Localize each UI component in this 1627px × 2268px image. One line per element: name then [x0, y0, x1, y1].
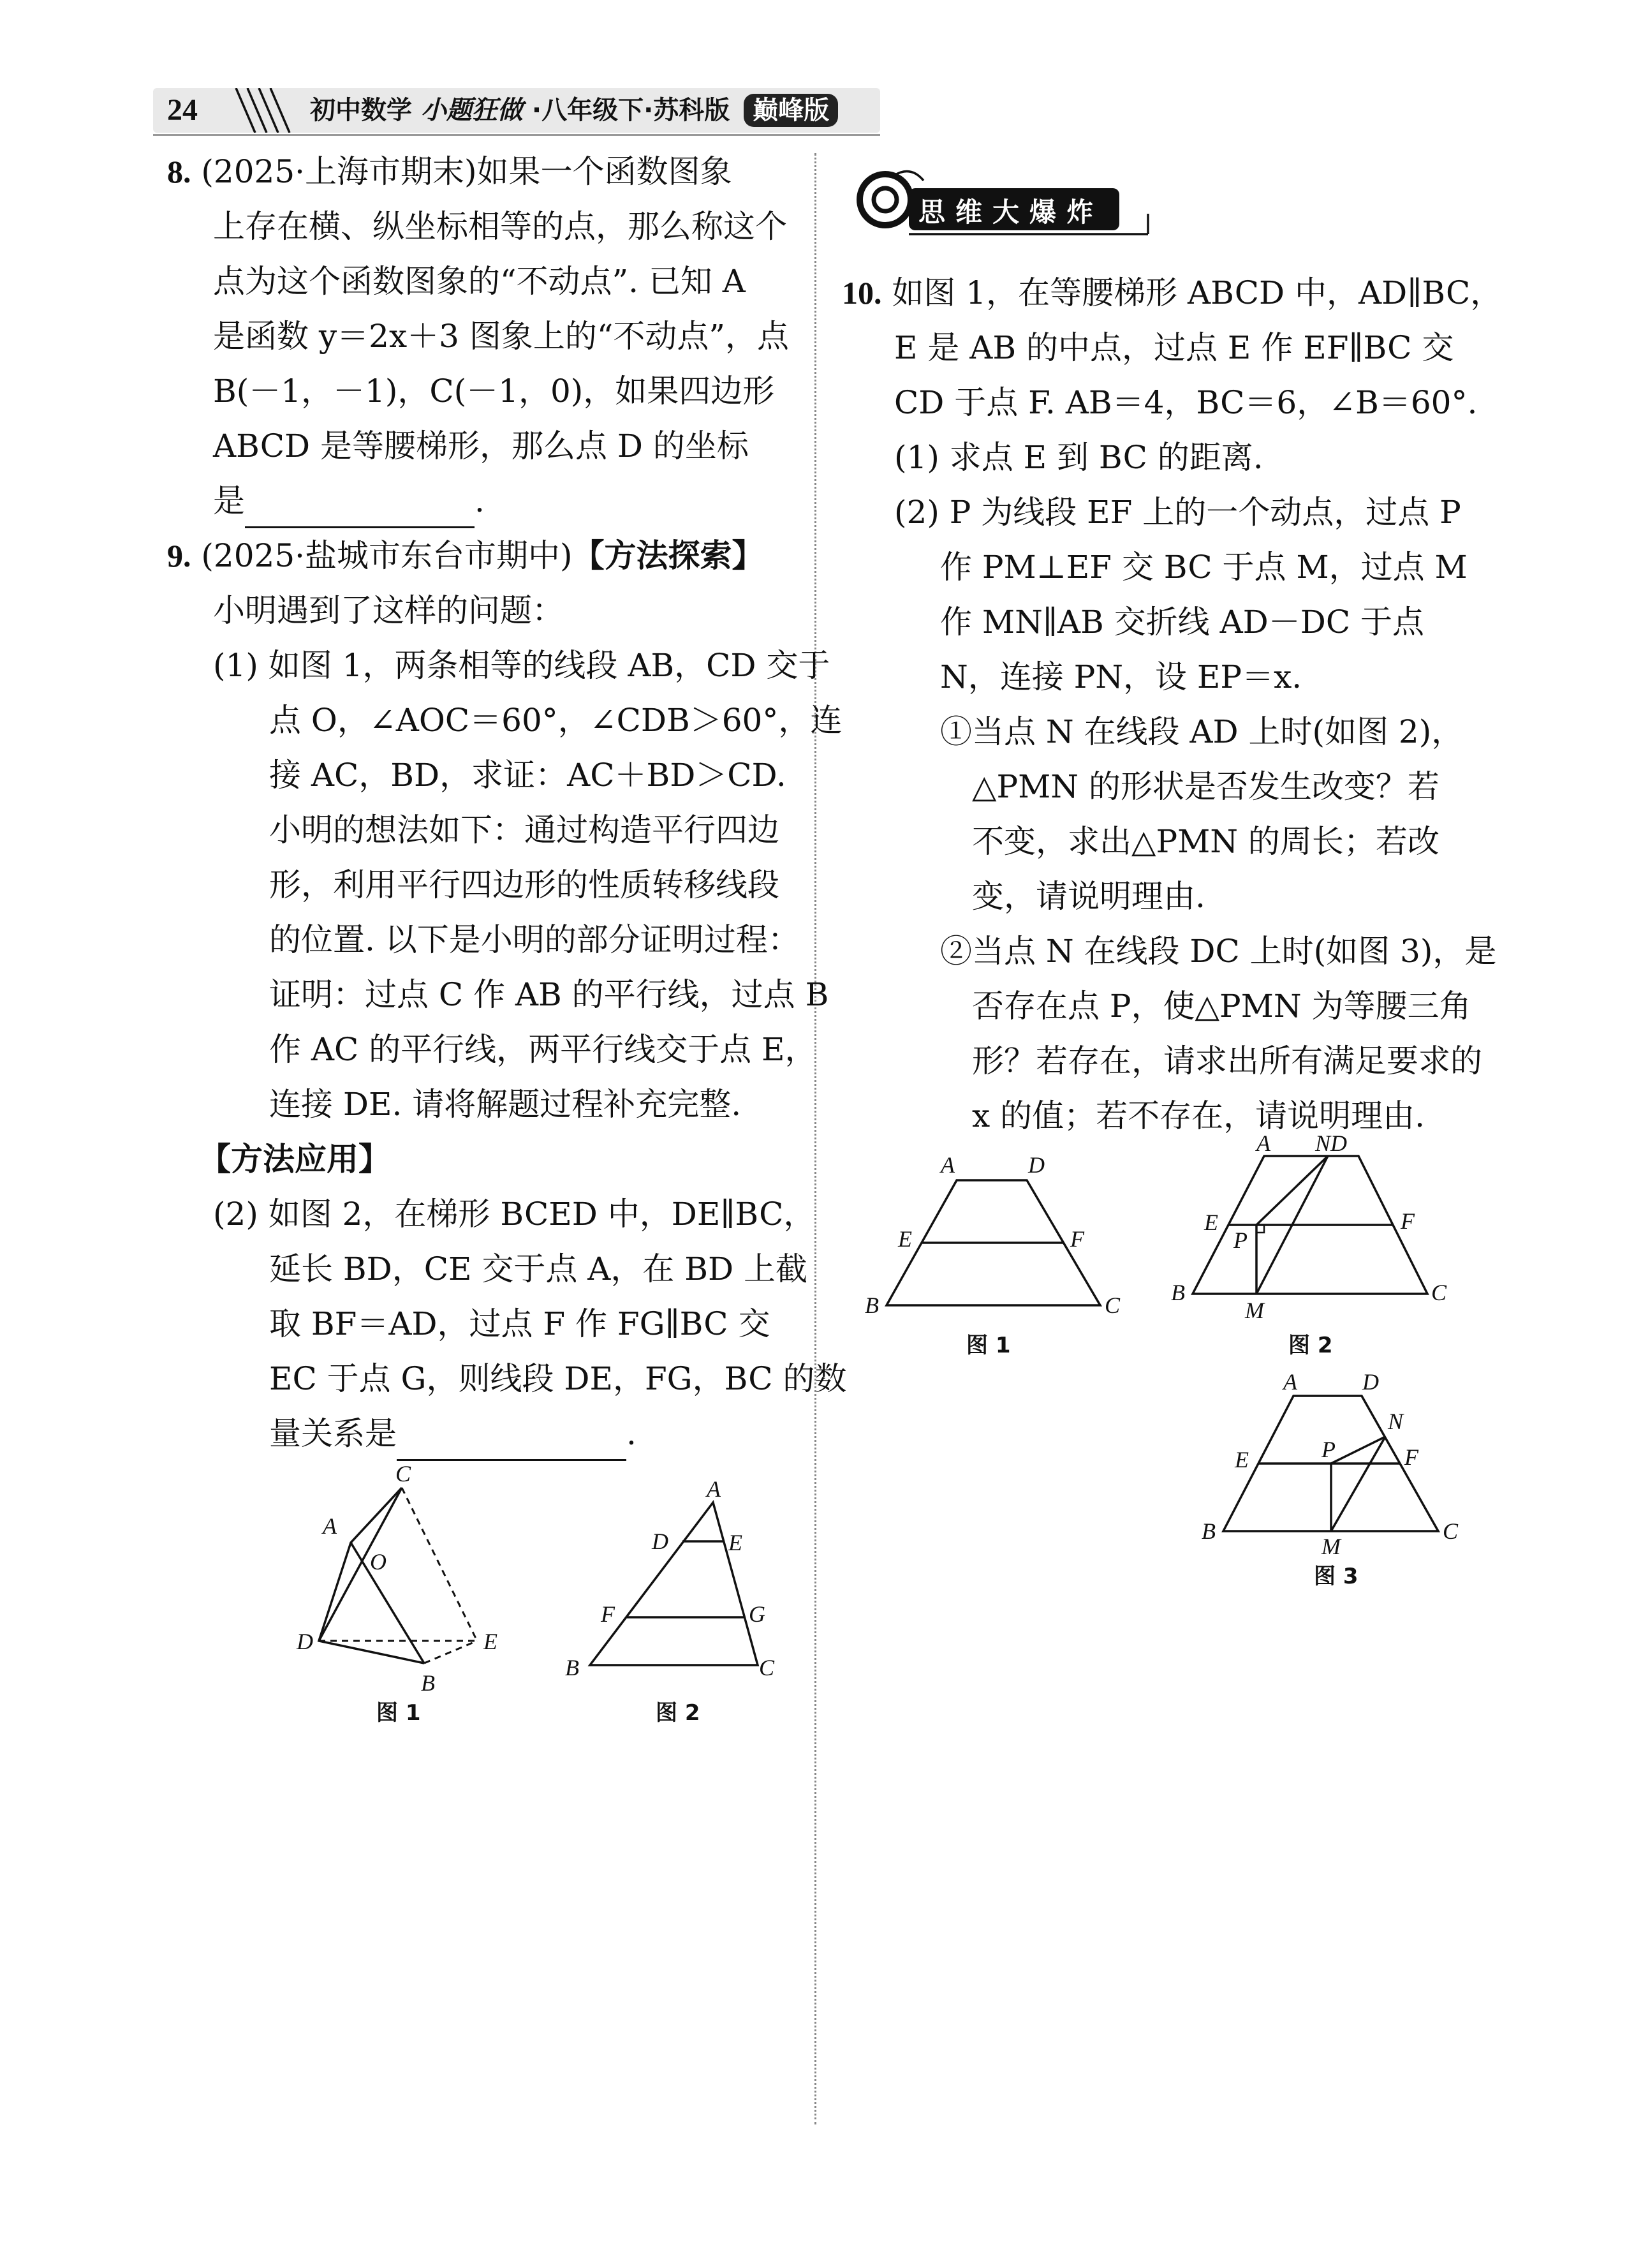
- q9-answer-suffix: .: [626, 1415, 637, 1452]
- q9-tag-apply: 【方法应用】: [199, 1141, 390, 1178]
- question-9: [167, 528, 846, 1461]
- q8-answer-prefix: 是: [213, 482, 245, 519]
- q9-line: EC 于点 G，则线段 DE，FG，BC 的数: [269, 1360, 847, 1397]
- edition-badge: 巅峰版: [744, 94, 838, 127]
- q8-number: 8.: [167, 154, 191, 189]
- point-label: B: [421, 1670, 435, 1696]
- figure-caption: 图 2: [1288, 1333, 1333, 1358]
- q9-line: 形，利用平行四边形的性质转移线段: [269, 866, 779, 903]
- q10-line: E 是 AB 的中点，过点 E 作 EF∥BC 交: [894, 329, 1454, 366]
- q9-source: (2025·盐城市东台市期中): [201, 537, 573, 574]
- fig-segment-pn: [1256, 1156, 1328, 1225]
- point-label: E: [728, 1530, 742, 1555]
- point-label: D: [297, 1629, 313, 1654]
- brand-logo: 小题狂做: [420, 96, 523, 125]
- q9-tag-explore: 【方法探索】: [572, 537, 764, 574]
- q10-line: 不变，求出△PMN 的周长；若改: [972, 823, 1439, 860]
- point-label: A: [323, 1513, 337, 1539]
- point-label: N: [1388, 1409, 1404, 1434]
- q10-figure-3: [1199, 1365, 1473, 1608]
- q8-line: 点为这个函数图象的“不动点”. 已知 A: [213, 263, 746, 300]
- point-label: D: [652, 1529, 668, 1554]
- point-label: A: [707, 1480, 721, 1502]
- q9-line: (2) 如图 2，在梯形 BCED 中，DE∥BC，: [213, 1196, 816, 1233]
- point-label: C: [1105, 1293, 1121, 1318]
- q8-line: ABCD 是等腰梯形，那么点 D 的坐标: [213, 427, 749, 464]
- q10-figure-1: [855, 1142, 1142, 1372]
- q10-line: △PMN 的形状是否发生改变？若: [972, 768, 1439, 805]
- point-label: A: [1283, 1369, 1297, 1395]
- point-label: A: [941, 1152, 955, 1178]
- q9-line: 小明的想法如下：通过构造平行四边: [269, 812, 779, 849]
- q10-line: 作 PM⊥EF 交 BC 于点 M，过点 M: [940, 549, 1468, 586]
- q9-line: 作 AC 的平行线，两平行线交于点 E，: [269, 1031, 817, 1068]
- q10-line: 否存在点 P，使△PMN 为等腰三角: [972, 988, 1471, 1025]
- point-label: C: [395, 1461, 411, 1486]
- point-label: E: [483, 1629, 497, 1654]
- question-10: [842, 265, 1502, 1143]
- q10-line: 作 MN∥AB 交折线 AD－DC 于点: [940, 604, 1425, 641]
- q10-line: [842, 265, 1502, 320]
- q8-line: B(－1，－1)，C(－1，0)，如果四边形: [213, 373, 775, 410]
- title-prefix: 初中数学: [310, 96, 412, 125]
- q9-answer-prefix: 量关系是: [269, 1415, 397, 1452]
- header-rule: [153, 134, 880, 136]
- q10-line: 变，请说明理由.: [972, 878, 1205, 915]
- q9-figure-1: [281, 1448, 523, 1735]
- q8-answer-suffix: .: [475, 482, 485, 519]
- point-label: D: [1028, 1152, 1045, 1178]
- question-8: [167, 144, 789, 528]
- point-label: B: [1171, 1280, 1185, 1305]
- q8-line: [167, 144, 789, 199]
- q10-line: ①当点 N 在线段 AD 上时(如图 2)，: [940, 713, 1464, 750]
- point-label: C: [1431, 1280, 1447, 1305]
- book-title: [310, 88, 838, 133]
- point-label: P: [1321, 1437, 1336, 1462]
- point-label: A: [1256, 1130, 1270, 1156]
- header-stripes: [230, 88, 300, 133]
- fig-dashed-ce: [402, 1488, 477, 1641]
- q9-line: 连接 DE. 请将解题过程补充完整.: [269, 1086, 742, 1123]
- q10-line: (2) P 为线段 EF 上的一个动点，过点 P: [894, 494, 1461, 531]
- figure-caption: 图 1: [966, 1333, 1011, 1358]
- page-number: 24: [167, 93, 198, 127]
- q9-line: 接 AC，BD，求证：AC＋BD＞CD.: [269, 757, 786, 794]
- point-label: O: [370, 1549, 387, 1575]
- q10-text: 如图 1，在等腰梯形 ABCD 中，AD∥BC，: [892, 274, 1503, 311]
- figure-caption: 图 1: [376, 1700, 421, 1726]
- point-label: F: [1404, 1444, 1418, 1470]
- point-label: F: [601, 1601, 615, 1627]
- q10-figure-2: [1167, 1129, 1473, 1372]
- q10-line: N，连接 PN，设 EP＝x.: [940, 658, 1302, 695]
- q10-line: (1) 求点 E 到 BC 的距离.: [894, 439, 1263, 476]
- point-label: ND: [1315, 1130, 1348, 1156]
- point-label: F: [1070, 1226, 1084, 1252]
- q9-line: 取 BF＝AD，过点 F 作 FG∥BC 交: [269, 1305, 770, 1342]
- right-angle-mark: [1256, 1225, 1264, 1233]
- banner-title: 思维大爆炸: [918, 196, 1104, 228]
- fig-segment-cd: [319, 1488, 402, 1641]
- q10-line: 形？若存在，请求出所有满足要求的: [972, 1042, 1482, 1079]
- q9-line: 点 O，∠AOC＝60°，∠CDB＞60°，连: [269, 702, 843, 739]
- point-label: B: [1202, 1518, 1216, 1544]
- point-label: M: [1321, 1534, 1341, 1559]
- q9-line: (1) 如图 1，两条相等的线段 AB，CD 交于: [213, 647, 830, 684]
- q8-text: (2025·上海市期末)如果一个函数图象: [201, 153, 732, 190]
- point-label: F: [1401, 1208, 1415, 1234]
- point-label: B: [865, 1293, 879, 1318]
- figure-caption: 图 3: [1314, 1564, 1358, 1589]
- point-label: B: [565, 1655, 579, 1680]
- fig-dashed-be: [424, 1641, 477, 1663]
- q8-answer-line: [213, 473, 789, 528]
- q9-line: 延长 BD，CE 交于点 A，在 BD 上截: [269, 1250, 807, 1287]
- point-label: E: [1204, 1210, 1218, 1235]
- point-label: M: [1245, 1298, 1264, 1323]
- q8-line: 是函数 y＝2x＋3 图象上的“不动点”，点: [213, 318, 789, 355]
- swirl-icon: [860, 174, 911, 225]
- q10-line: x 的值；若不存在，请说明理由.: [972, 1097, 1425, 1134]
- point-label: G: [749, 1601, 765, 1627]
- point-label: C: [759, 1655, 775, 1680]
- figure-caption: 图 2: [656, 1700, 700, 1726]
- point-label: E: [898, 1226, 912, 1252]
- q9-number: 9.: [167, 538, 191, 574]
- point-label: D: [1362, 1369, 1379, 1395]
- q8-line: 上存在横、纵坐标相等的点，那么称这个: [213, 208, 787, 245]
- q9-line: 证明：过点 C 作 AB 的平行线，过点 B: [269, 976, 829, 1013]
- point-label: C: [1443, 1518, 1459, 1544]
- fig-triangle-abc: [590, 1502, 758, 1665]
- point-label: P: [1233, 1227, 1248, 1253]
- q9-line: 小明遇到了这样的问题：: [213, 592, 564, 629]
- q10-line: ②当点 N 在线段 DC 上时(如图 3)，是: [940, 933, 1497, 970]
- q9-line: [167, 528, 846, 583]
- q8-answer-blank[interactable]: [245, 488, 475, 528]
- q10-line: CD 于点 F. AB＝4，BC＝6，∠B＝60°.: [894, 384, 1478, 421]
- fig-segment-ab: [351, 1543, 424, 1663]
- title-suffix: ·八年级下·苏科版: [531, 96, 730, 125]
- q9-line: 的位置. 以下是小明的部分证明过程：: [269, 921, 800, 958]
- point-label: E: [1235, 1447, 1249, 1472]
- q10-number: 10.: [842, 275, 882, 311]
- q9-figure-2: [555, 1480, 797, 1735]
